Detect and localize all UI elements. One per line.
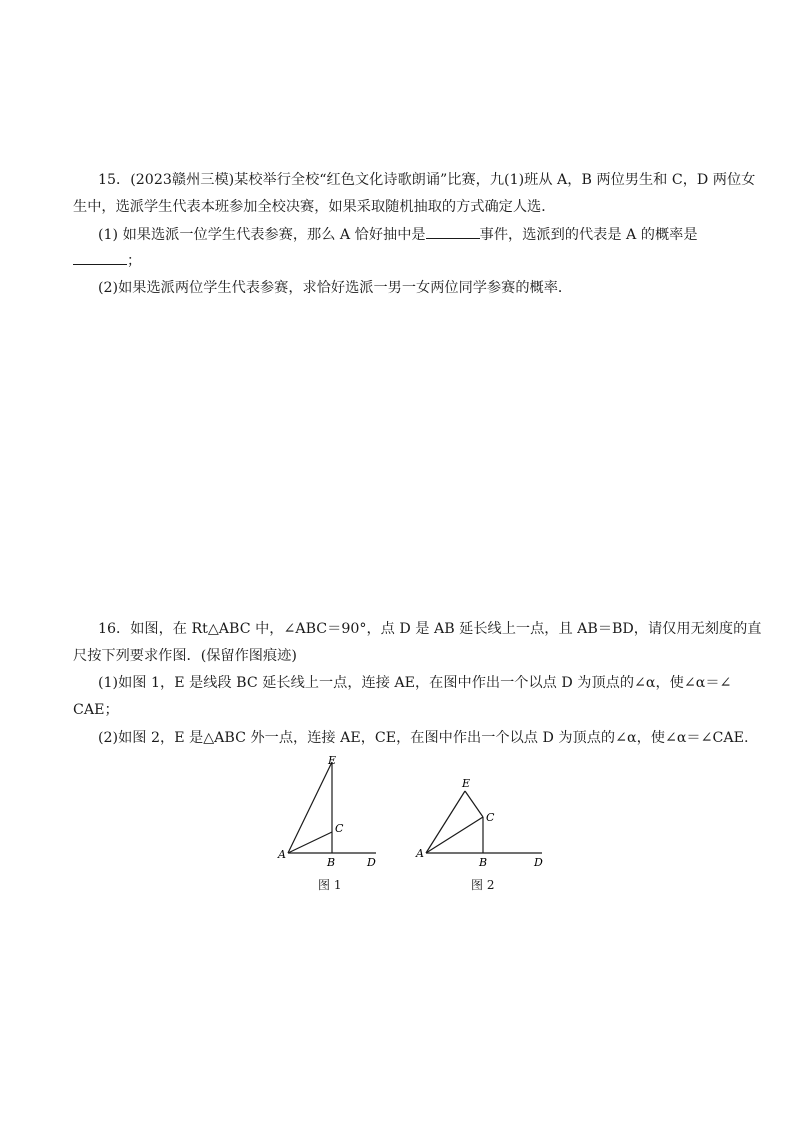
q16-part1-a: (1)如图 1，E 是线段 BC 延长线上一点，连接 AE，在图中作出一个以点 D 为顶点的∠α，使∠α＝∠: [98, 675, 732, 691]
q15-line1: 15．(2023赣州三模)某校举行全校“红色文化诗歌朗诵”比赛，九(1)班从 A，B 两位男生和 C，D 两位女: [98, 172, 756, 188]
q16-line2: 尺按下列要求作图．(保留作图痕迹): [73, 648, 297, 664]
q15-line2: 生中，选派学生代表本班参加全校决赛，如果采取随机抽取的方式确定人选．: [73, 199, 556, 215]
fig2-label-e: E: [462, 777, 471, 790]
q15-part1: [98, 224, 748, 245]
figure-1: [270, 750, 390, 870]
answer-blank-1[interactable]: [426, 224, 480, 239]
fig2-label-a: A: [416, 847, 424, 860]
fig1-label-b: B: [327, 856, 336, 869]
q15-part1-cont: [73, 250, 723, 271]
fig2-label-b: B: [479, 856, 488, 869]
fig2-label-c: C: [486, 811, 495, 824]
fig1-label-c: C: [335, 822, 344, 835]
q16-line1: 16．如图，在 Rt△ABC 中，∠ABC＝90°，点 D 是 AB 延长线上一点，且 AB＝BD，请仅用无刻度的直: [98, 621, 762, 637]
q16-part2: (2)如图 2，E 是△ABC 外一点，连接 AE，CE，在图中作出一个以点 D 为顶点的∠α，使∠α＝∠CAE.: [98, 730, 749, 746]
q15-part1-text-a: (1) 如果选派一位学生代表参赛，那么 A 恰好抽中是: [98, 227, 426, 243]
fig1-label-d: D: [367, 856, 376, 869]
fig1-label-e: E: [328, 754, 337, 767]
q16-part1-b: CAE；: [73, 702, 119, 718]
fig2-label-d: D: [534, 856, 543, 869]
q15-part1-text-b: 事件，选派到的代表是 A 的概率是: [479, 227, 698, 243]
q15-part2: (2)如果选派两位学生代表参赛，求恰好选派一男一女两位同学参赛的概率．: [98, 280, 573, 296]
figure-2: [408, 770, 548, 870]
answer-blank-2[interactable]: [73, 250, 127, 265]
fig1-label-a: A: [278, 848, 286, 861]
figure-1-caption: 图 1: [318, 878, 342, 892]
q15-part1-end: ；: [127, 253, 142, 269]
figure-2-caption: 图 2: [471, 878, 495, 892]
